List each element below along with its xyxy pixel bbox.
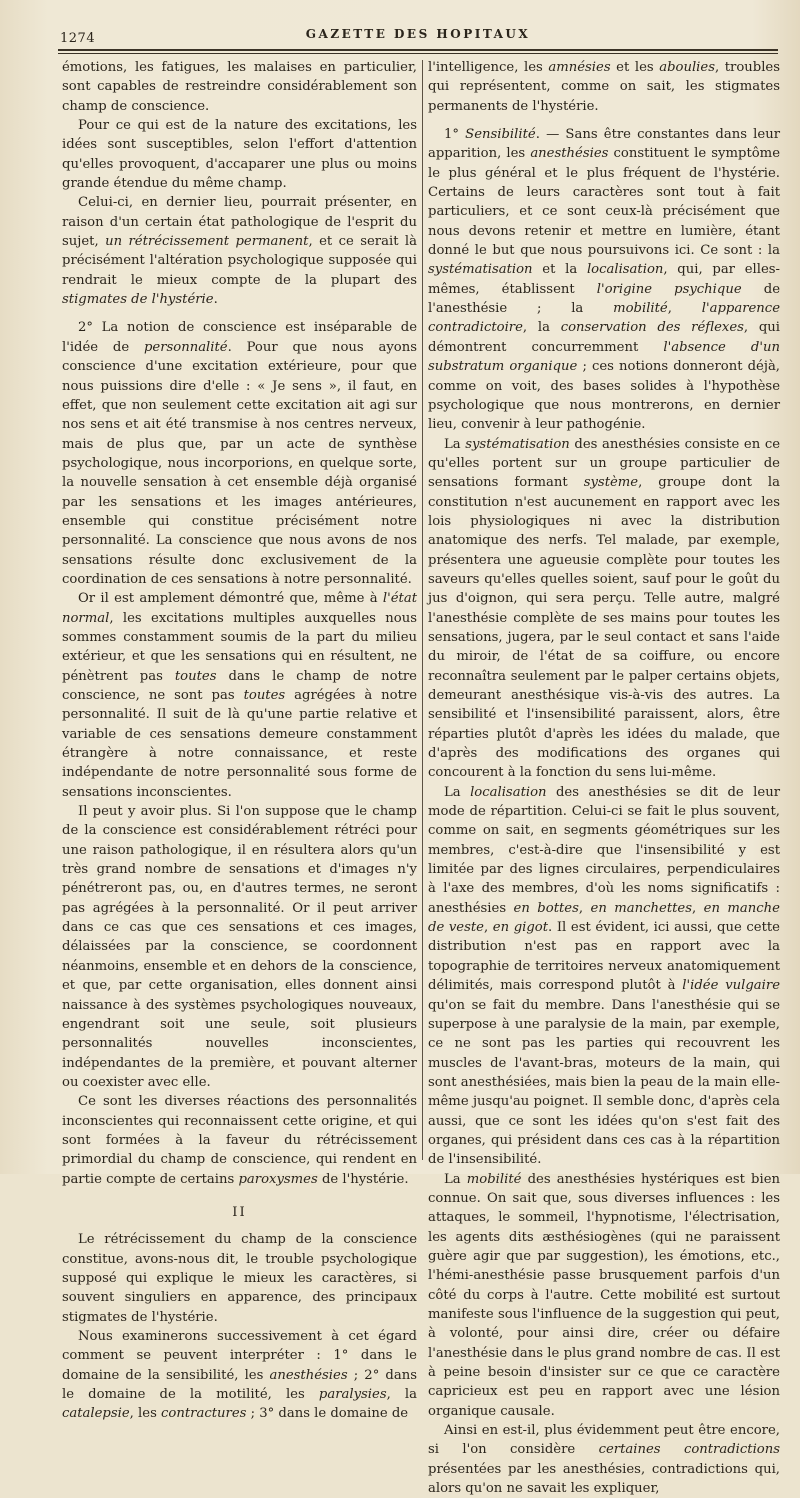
paragraph: 1° Sensibilité. — Sans être constantes dans leur apparition, les anesthésies constituent le symptôme le plus général et le plus fréquent de l'hystérie. Certains de leurs caractères sont tout à fait particuliers, et ce sont ceux-là précisément que nous devons retenir et mettre en lumière, étant donné le but que nous poursuivons ici. Ce sont : la systématisation et la localisation, qui, par elles-mêmes, établissent l'origine psychique de l'anesthésie ; la mobilité, l'apparence contradictoire, la conservation des réflexes, qui démontrent concurremment l'absence d'un substratum organique ; ces notions donneront déjà, comme on voit, des bases solides à l'hypothèse psychologique que nous montrerons, en dernier lieu, convenir à leur pathogénie. [428, 127, 780, 433]
header-rule-thin [58, 53, 778, 54]
section-heading: II [232, 1204, 247, 1220]
paragraph: Nous examinerons successivement à cet égard comment se peuvent interpréter : 1° dans le domaine de la sensibilité, les anesthésies ; 2° dans le domaine de la motilité, les paralysies, la catalepsie, les contractures ; 3° dans le domaine de [62, 1329, 417, 1422]
page-number: 1274 [60, 31, 96, 46]
paragraph: Ainsi en est-il, plus évidemment peut être encore, si l'on considère certaines contradictions présentées par les anesthésies, contradictions qui, alors qu'on ne savait les expliquer, [428, 1423, 780, 1497]
page-header [58, 12, 778, 52]
paragraph: 2° La notion de conscience est inséparable de l'idée de personnalité. Pour que nous ayons conscience d'une excitation extérieure, pour que nous puissions dire d'elle : « Je sens », il faut, en effet, que non seulement cette excitation ait agi sur nos sens et ait été transmise à nos centres nerveux, mais de plus que, par un acte de synthèse psychologique, nous incorporions, en quelque sorte, la nouvelle sensation à cet ensemble déjà organisé par les sensations et les images antérieures, ensemble qui constitue précisément notre personnalité. La conscience que nous avons de nos sensations résulte donc exclusivement de la coordination de ces sensations à notre personnalité. [62, 320, 417, 587]
paragraph: La localisation des anesthésies se dit de leur mode de répartition. Celui-ci se fait le plus souvent, comme on sait, en segments géométriques sur les membres, c'est-à-dire que l'insensibilité y est limitée par des lignes circulaires, perpendiculaires à l'axe des membres, d'où les noms significatifs : anesthésies en bottes, en manchettes, en manche de veste, en gigot. Il est évident, ici aussi, que cette distribution n'est pas en rapport avec la topographie de territoires nerveux anatomiquement délimités, mais correspond plutôt à l'idée vulgaire qu'on se fait du membre. Dans l'anesthésie qui se superpose à une paralysie de la main, par exemple, ce ne sont pas les parties qui recouvrent les muscles de l'avant-bras, moteurs de la main, qui sont anesthésiées, mais bien la peau de la main elle-même jusqu'au poignet. Il semble donc, d'après cela aussi, que ce sont les idées qu'on s'est fait des organes, qui président dans ces cas à la répartition de l'insensibilité. [428, 784, 781, 1168]
paragraph: Ce sont les diverses réactions des personnalités inconscientes qui reconnaissent cette origine, et qui sont formées à la faveur du rétrécissement primordial du champ de conscience, qui rendent en partie compte de certains paroxysmes de l'hystérie. [62, 1094, 417, 1187]
journal-title: GAZETTE DES HOPITAUX [305, 27, 531, 41]
paragraph: l'intelligence, les amnésies et les aboulies, troubles qui représentent, comme on sait, les stigmates permanents de l'hystérie. [428, 60, 780, 114]
paragraph: La systématisation des anesthésies consiste en ce qu'elles portent sur un groupe particulier de sensations formant système, groupe dont la constitution n'est aucunement en rapport avec les lois physiologiques ni avec la distribution anatomique des nerfs. Tel malade, par exemple, présentera une agueusie complète pour toutes les saveurs qu'elles quelles soient, sauf pour le goût du jus d'oignon, qui sera perçu. Telle autre, malgré l'anesthésie complète de ses mains pour toutes les sensations, jugera, par le seul contact et sans l'aide du miroir, de l'état de sa coiffure, ou encore reconnaîtra seulement par le palper certains objets, demeurant anesthésique vis-à-vis des autres. La sensibilité et l'insensibilité paraissent, alors, être réparties plutôt d'après les idées du malade, que d'après des modifications des organes qui concourent à la fonction du sens lui-même. [428, 436, 781, 781]
paragraph: émotions, les fatigues, les malaises en particulier, sont capables de restreindre considérablement son champ de conscience. [62, 60, 417, 114]
column-divider [422, 60, 423, 1160]
paragraph: Celui-ci, en dernier lieu, pourrait présenter, en raison d'un certain état pathologique de l'esprit du sujet, un rétrécissement permanent, et ce serait là précisément l'altération psychologique supposée qui rendrait le mieux compte de la plupart des stigmates de l'hystérie. [62, 195, 417, 308]
left-column [62, 58, 417, 1424]
paragraph: Il peut y avoir plus. Si l'on suppose que le champ de la conscience est considérablement rétréci pour une raison pathologique, il en résultera alors qu'un très grand nombre de sensations et d'images n'y pénétreront pas, ou, en d'autres termes, ne seront pas agrégées à la personnalité. Or il peut arriver dans ce cas que ces sensations et ces images, délaissées par la conscience, se coordonnent néanmoins, ensemble et en dehors de la conscience, et que, par cette organisation, elles donnent ainsi naissance à des systèmes psychologiques nouveaux, engendrant soit une seule, soit plusieurs personnalités nouvelles inconscientes, indépendantes de la première, et pouvant alterner ou coexister avec elle. [62, 804, 417, 1090]
paragraph: Le rétrécissement du champ de la conscience constitue, avons-nous dit, le trouble psychologique supposé qui explique le mieux les caractères, si souvent singuliers en apparence, des principaux stigmates de l'hystérie. [62, 1232, 417, 1325]
paragraph: Or il est amplement démontré que, même à l'état normal, les excitations multiples auxquelles nous sommes constamment soumis de la part du milieu extérieur, et que les sensations qui en résultent, ne pénètrent pas toutes dans le champ de notre conscience, ne sont pas toutes agrégées à notre personnalité. Il suit de là qu'une partie relative et variable de ces sensations demeure constamment étrangère à notre connaissance, et reste indépendante de notre personnalité sous forme de sensations inconscientes. [62, 591, 417, 800]
header-rule-thick [58, 49, 778, 51]
paragraph: Pour ce qui est de la nature des excitations, les idées sont susceptibles, selon l'effort d'attention qu'elles provoquent, d'accaparer une plus ou moins grande étendue du même champ. [62, 118, 417, 192]
paragraph: La mobilité des anesthésies hystériques est bien connue. On sait que, sous diverses influences : les attaques, le sommeil, l'hypnotisme, l'électrisation, les agents dits æsthésiogènes (qui ne paraissent guère agir que par suggestion), les émotions, etc., l'hémi-anesthésie passe brusquement parfois d'un côté du corps à l'autre. Cette mobilité est surtout manifeste sous l'influence de la suggestion qui peut, à volonté, pour ainsi dire, créer ou défaire l'anesthésie dans le plus grand nombre de cas. Il est à peine besoin d'insister sur ce que ce caractère capricieux est peu en rapport avec une lésion organique causale. [428, 1171, 780, 1419]
right-column [428, 58, 780, 1498]
